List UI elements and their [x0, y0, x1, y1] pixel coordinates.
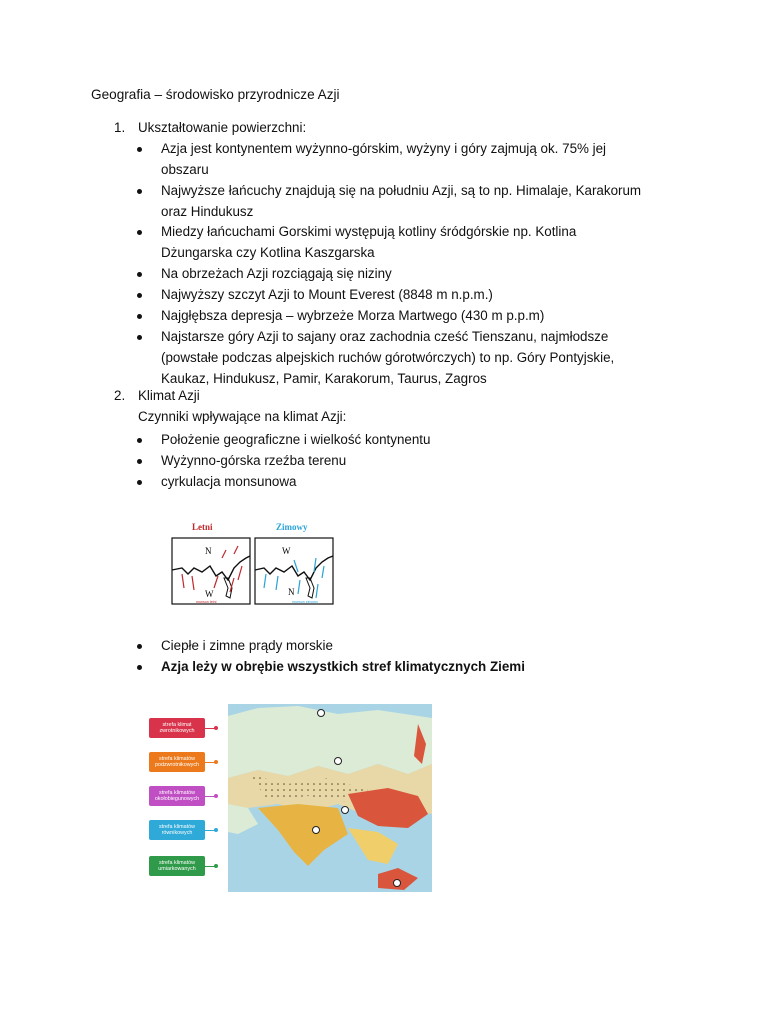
list-item-line: Na obrzeżach Azji rozciągają się niziny — [161, 266, 392, 281]
map-marker — [318, 710, 325, 717]
section-subheading: Czynniki wpływające na klimat Azji: — [138, 409, 347, 424]
legend-dot-icon — [214, 828, 218, 832]
list-item-line: Najwyższe łańcuchy znajdują się na południu Azji, są to np. Himalaje, Karakorum — [161, 183, 642, 198]
map-marker — [335, 758, 342, 765]
map-marker — [342, 807, 349, 814]
list-item — [137, 139, 677, 181]
list-item-line: oraz Hindukusz — [161, 203, 254, 219]
winter-high-label: W — [282, 546, 291, 556]
section-2-heading — [114, 388, 200, 403]
legend-dot-icon — [214, 760, 218, 764]
list-item — [137, 472, 677, 493]
bullet-icon — [137, 459, 142, 464]
legend-dot-icon — [214, 864, 218, 868]
list-item-line: Wyżynno-górska rzeźba terenu — [161, 453, 347, 468]
list-item-line: Najgłębsza depresja – wybrzeże Morza Martwego (430 m p.p.m) — [161, 308, 545, 323]
list-item-line: Dżungarska czy Kotlina Kaszgarska — [161, 244, 375, 260]
legend-item: strefa klimatów równikowych — [149, 820, 205, 840]
list-item-line: Najwyższy szczyt Azji to Mount Everest (8848 m n.p.m.) — [161, 287, 493, 302]
monsoon-diagram — [168, 518, 338, 608]
asia-map-image — [228, 704, 432, 892]
list-item — [137, 657, 677, 678]
section-number: 1. — [114, 120, 126, 135]
section-1-heading — [114, 120, 306, 135]
page-title: Geografia – środowisko przyrodnicze Azji — [91, 87, 340, 102]
list-item — [137, 327, 677, 389]
legend-dot-icon — [214, 794, 218, 798]
summer-label: Letni — [192, 522, 213, 532]
list-item — [137, 636, 677, 657]
bullet-icon — [137, 230, 142, 235]
climate-zones-map — [140, 700, 432, 894]
winter-panel — [255, 538, 333, 604]
legend-item: strefa klimatów umiarkowanych — [149, 856, 205, 876]
winter-label: Zimowy — [276, 522, 308, 532]
legend-dot-icon — [214, 726, 218, 730]
list-item-line: Miedzy łańcuchami Gorskimi występują kotliny śródgórskie np. Kotlina — [161, 224, 577, 239]
bullet-icon — [137, 189, 142, 194]
bullet-icon — [137, 272, 142, 277]
bullet-icon — [137, 665, 142, 670]
bullet-icon — [137, 480, 142, 485]
section-heading: Klimat Azji — [138, 388, 200, 403]
list-item-line: Azja leży w obrębie wszystkich stref klimatycznych Ziemi — [161, 659, 525, 674]
list-item — [137, 285, 677, 306]
list-item — [137, 451, 677, 472]
bullet-icon — [137, 314, 142, 319]
summer-panel — [172, 538, 250, 604]
list-item — [137, 181, 677, 223]
bullet-icon — [137, 335, 142, 340]
list-item-line: cyrkulacja monsunowa — [161, 474, 297, 489]
monsoon-figure — [168, 518, 338, 608]
list-item — [137, 306, 677, 327]
list-item-line: Położenie geograficzne i wielkość kontynentu — [161, 432, 431, 447]
list-item-line: obszaru — [161, 161, 209, 177]
summer-caption: monsun letni — [196, 600, 217, 604]
map-marker — [313, 827, 320, 834]
bullet-icon — [137, 644, 142, 649]
summer-high-label: N — [205, 546, 212, 556]
list-item — [137, 430, 677, 451]
bullet-icon — [137, 147, 142, 152]
winter-caption: monsun zimowy — [292, 600, 318, 604]
section-heading: Ukształtowanie powierzchni: — [138, 120, 307, 135]
legend-item: strefa klimat zwrotnikowych — [149, 718, 205, 738]
list-item — [137, 264, 677, 285]
legend-item: strefa klimatów okołobiegunowych — [149, 786, 205, 806]
winter-low-label: N — [288, 587, 295, 597]
list-item-line: (powstałe podczas alpejskich ruchów górotwórczych) to np. Góry Pontyjskie, — [161, 349, 615, 365]
summer-low-label: W — [205, 589, 214, 599]
list-item-line: Kaukaz, Hindukusz, Pamir, Karakorum, Taurus, Zagros — [161, 370, 487, 386]
bullet-icon — [137, 438, 142, 443]
bullet-icon — [137, 293, 142, 298]
legend-item: strefa klimatów podzwrotnikowych — [149, 752, 205, 772]
map-marker — [394, 880, 401, 887]
list-item — [137, 222, 677, 264]
list-item-line: Najstarsze góry Azji to sajany oraz zachodnia cześć Tienszanu, najmłodsze — [161, 329, 609, 344]
list-item-line: Ciepłe i zimne prądy morskie — [161, 638, 333, 653]
list-item-line: Azja jest kontynentem wyżynno-górskim, wyżyny i góry zajmują ok. 75% jej — [161, 141, 607, 156]
section-number: 2. — [114, 388, 126, 403]
